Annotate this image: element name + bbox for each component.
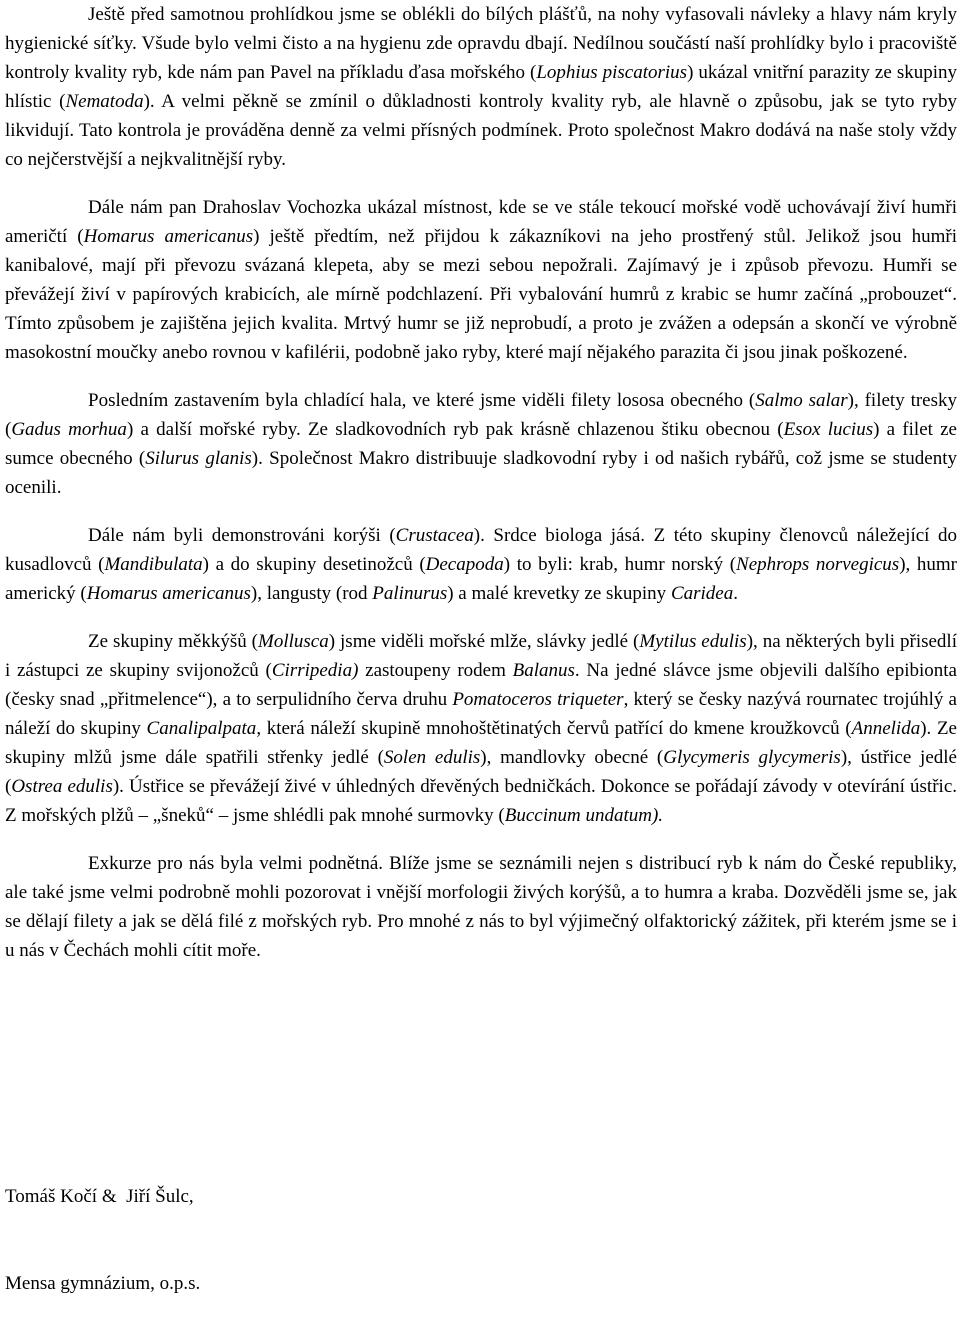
- article-body: [5, 0, 957, 965]
- italic-term: Balanus: [512, 660, 575, 681]
- italic-term: Decapoda: [425, 554, 504, 575]
- paragraph-3: [5, 386, 957, 502]
- text-run: zastoupeny rodem: [358, 660, 513, 681]
- text-run: ). Společnost Makro distribuuje sladkovodní ryby i od našich rybářů, což jsme se studenty ocenili.: [5, 448, 957, 498]
- text-run: , která náleží skupině mnohoštětinatých červů patřící do kmene kroužkovců (: [256, 718, 852, 739]
- italic-term: Esox lucius: [783, 419, 874, 440]
- signature-school: Mensa gymnázium, o.p.s.: [5, 1273, 201, 1294]
- signature-authors: Tomáš Kočí & Jiří Šulc,: [5, 1186, 194, 1207]
- text-run: ), humr americký (: [5, 554, 957, 604]
- text-run: . Na jedné slávce jsme objevili dalšího epibionta (česky snad „přitmelence“), a to serpulidního červa druhu: [5, 660, 957, 710]
- italic-term: Pomatoceros triqueter: [452, 689, 624, 710]
- italic-term: Glycymeris glycymeris: [663, 747, 841, 768]
- italic-term: Homarus americanus: [83, 226, 254, 247]
- italic-term: Salmo salar: [755, 390, 848, 411]
- text-run: Posledním zastavením byla chladící hala, ve které jsme viděli filety lososa obecného (: [88, 390, 756, 411]
- italic-term: Crustacea: [395, 525, 474, 546]
- italic-term: Ostrea edulis: [11, 776, 113, 797]
- text-run: Dále nám byli demonstrováni korýši (: [88, 525, 396, 546]
- text-run: ), filety tresky (: [5, 390, 958, 440]
- paragraph-1: [5, 0, 957, 174]
- text-run: ). Ze skupiny mlžů jsme dále spatřili střenky jedlé (: [5, 718, 957, 768]
- text-run: ) to byli: krab, humr norský (: [503, 554, 737, 575]
- italic-term: Nematoda: [65, 91, 144, 112]
- italic-term: Lophius piscatorius: [536, 62, 688, 83]
- text-run: ). Ústřice se převážejí živé v úhledných dřevěných bedničkách. Dokonce se pořádají závody v otevírání ústřic. Z mořských plžů – „šneků“ – jsme shlédli pak mnohé surmovky (: [5, 776, 957, 826]
- text-run: , který se česky nazývá rournatec trojúhlý a náleží do skupiny: [5, 689, 957, 739]
- text-run: Exkurze pro nás byla velmi podnětná. Blíže jsme se seznámili nejen s distribucí ryb k nám do České republiky, ale také jsme velmi podrobně mohli pozorovat i vnější morfologii živých korýšů, a to humra a kraba. Dozvěděli jsme se, jak se dělají filety a jak se dělá filé z mořských ryb. Pro mnohé z nás to byl výjimečný olfaktorický zážitek, při kterém jsme se i u nás v Čechách mohli cítit moře.: [5, 853, 957, 961]
- text-run: ) a další mořské ryby. Ze sladkovodních ryb pak krásně chlazenou štiku obecnou (: [126, 419, 784, 440]
- italic-term: Mollusca: [258, 631, 329, 652]
- text-run: ). Srdce biologa jásá. Z této skupiny členovců náležející do kusadlovců (: [5, 525, 957, 575]
- text-run: Ze skupiny měkkýšů (: [88, 631, 259, 652]
- text-run: ). A velmi pěkně se zmínil o důkladnosti kontroly kvality ryb, ale hlavně o způsobu, jak se tyto ryby likvidují. Tato kontrola je prováděna denně za velmi přísných podmínek. Proto společnost Makro dodává na naše stoly vždy co nejčerstvější a nejkvalitnější ryby.: [5, 91, 957, 170]
- text-run: ) ukázal vnitřní parazity ze skupiny hlístic (: [5, 62, 957, 112]
- italic-term: Palinurus: [372, 583, 448, 604]
- italic-term: Solen edulis: [383, 747, 481, 768]
- text-run: ) jsme viděli mořské mlže, slávky jedlé (: [328, 631, 640, 652]
- italic-term: Canalipalpata: [146, 718, 257, 739]
- paragraph-5: [5, 627, 957, 830]
- italic-term: Homarus americanus: [86, 583, 251, 604]
- italic-term: Buccinum undatum).: [504, 805, 664, 826]
- text-run: ) ještě předtím, než přijdou k zákazníkovi na jeho prostřený stůl. Jelikož jsou humři kanibalové, mají při převozu svázaná klepeta, aby se mezi sebou nepožrali. Zajímavý je i způsob převozu. Humři se převážejí živí v papírových krabicích, ale mírně podchlazení. Při vybalování humrů z krabic se humr začíná „probouzet“. Tímto způsobem je zajištěna jejich kvalita. Mrtvý humr se již neprobudí, a proto je zvážen a odepsán a skončí ve výrobně masokostní moučky anebo rovnou v kafilérii, podobně jako ryby, které mají nějakého parazita či jsou jinak poškozené.: [5, 226, 957, 363]
- italic-term: Mytilus edulis: [639, 631, 747, 652]
- italic-term: Silurus glanis: [145, 448, 252, 469]
- italic-term: Gadus morhua: [11, 419, 127, 440]
- italic-term: Cirripedia): [271, 660, 359, 681]
- text-run: ), na některých byli přisedlí i zástupci ze skupiny svijonožců (: [5, 631, 957, 681]
- text-run: Ještě před samotnou prohlídkou jsme se oblékli do bílých plášťů, na nohy vyfasovali návleky a hlavy nám kryly hygienické síťky. Všude bylo velmi čisto a na hygienu zde opravdu dbají. Nedílnou součástí naší prohlídky bylo i pracoviště kontroly kvality ryb, kde nám pan Pavel na příkladu ďasa mořského (: [5, 4, 957, 83]
- italic-term: Caridea: [670, 583, 734, 604]
- italic-term: Nephrops norvegicus: [736, 554, 900, 575]
- signature: [5, 1124, 200, 1327]
- text-run: Dále nám pan Drahoslav Vochozka ukázal místnost, kde se ve stále tekoucí mořské vodě uchovávají živí humři američtí (: [5, 197, 957, 247]
- paragraph-2: [5, 193, 957, 367]
- text-run: ), mandlovky obecné (: [480, 747, 664, 768]
- text-run: ) a malé krevetky ze skupiny: [447, 583, 671, 604]
- paragraph-6: [5, 849, 957, 965]
- text-run: .: [733, 583, 738, 604]
- text-run: ) a do skupiny desetinožců (: [202, 554, 426, 575]
- paragraph-4: [5, 521, 957, 608]
- text-run: ), langusty (rod: [250, 583, 373, 604]
- text-run: ), ústřice jedlé (: [5, 747, 957, 797]
- italic-term: Annelida: [851, 718, 921, 739]
- text-run: ) a filet ze sumce obecného (: [5, 419, 957, 469]
- italic-term: Mandibulata: [104, 554, 203, 575]
